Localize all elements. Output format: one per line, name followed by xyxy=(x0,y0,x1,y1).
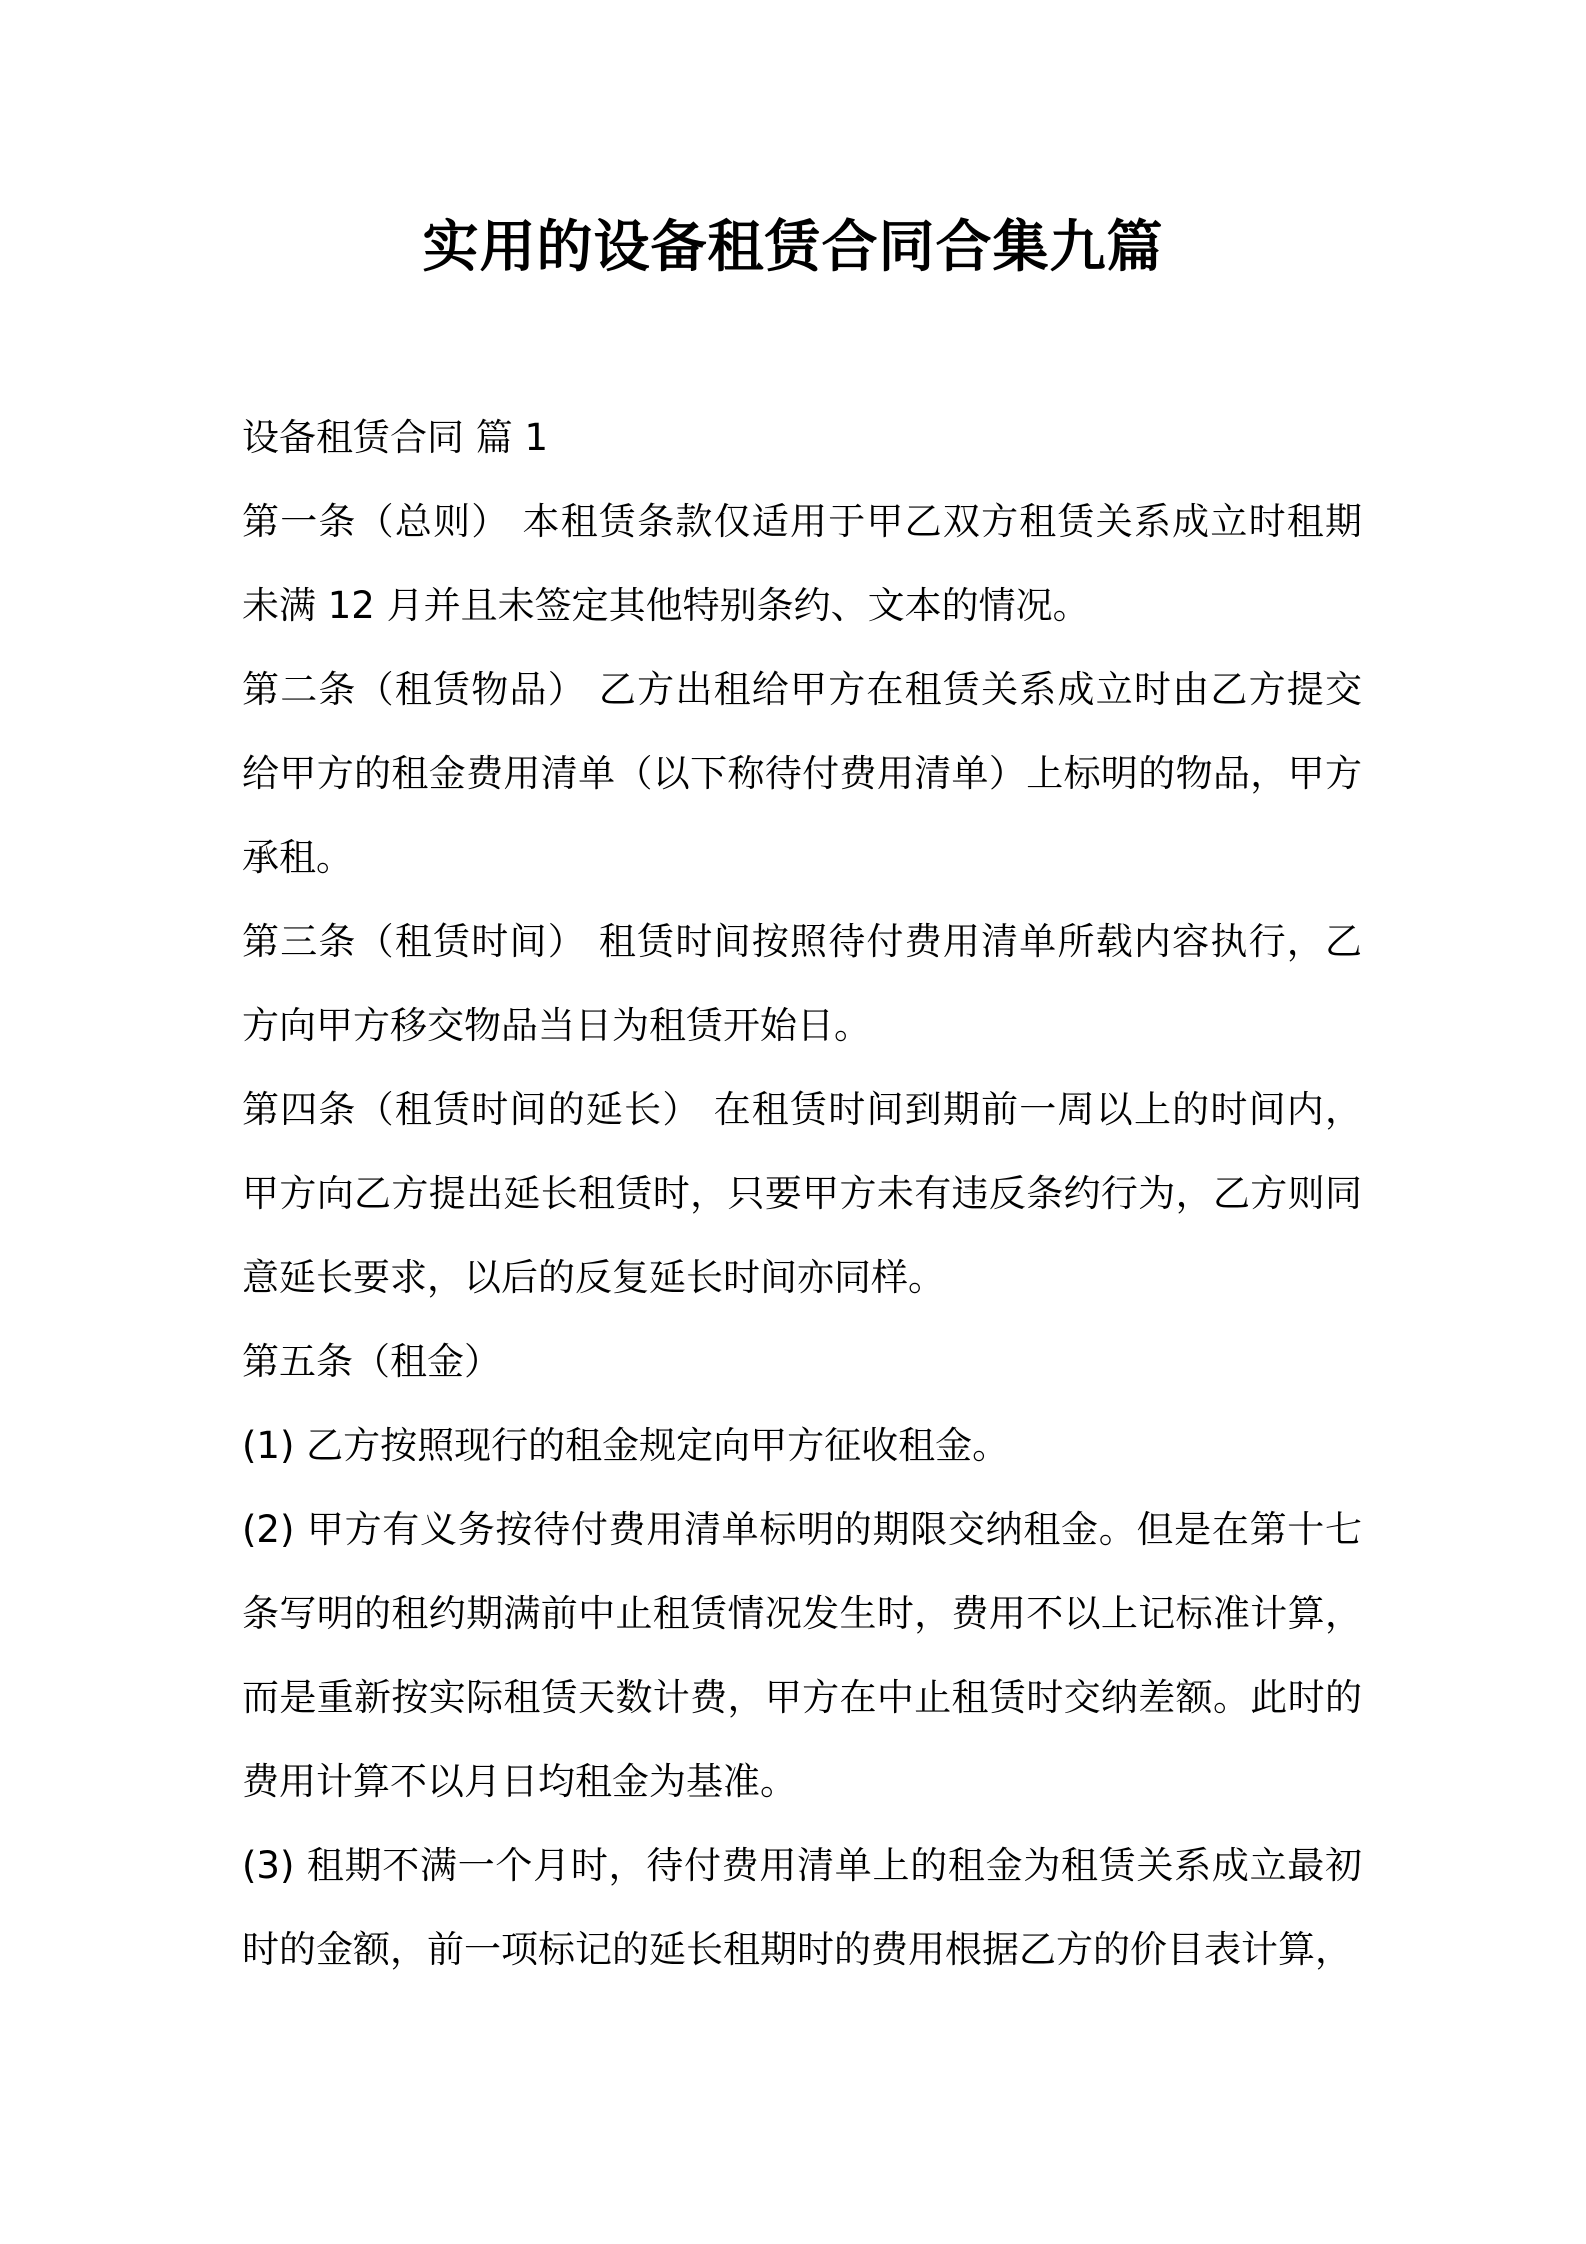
article-5-heading: 第五条（租金） xyxy=(242,1340,501,1383)
article-1-heading: 第一条（总则） xyxy=(242,500,510,543)
article-1-text: 本租赁条款仅适用于甲乙双方租赁关系成立时租期未满 12 月并且未签定其他特别条约、文本的情况。 xyxy=(242,500,1363,627)
article-3-text: 租赁时间按照待付费用清单所载内容执行，乙方向甲方移交物品当日为租赁开始日。 xyxy=(242,920,1363,1047)
article-2-text: 乙方出租给甲方在租赁关系成立时由乙方提交给甲方的租金费用清单（以下称待付费用清单）上标明的物品，甲方承租。 xyxy=(242,668,1363,879)
article-5-clause-1: (1) 乙方按照现行的租金规定向甲方征收租金。 xyxy=(242,1424,1010,1467)
article-4 xyxy=(242,1068,1362,1320)
document-title: 实用的设备租赁合同合集九篇 xyxy=(422,215,1164,280)
article-4-heading: 第四条（租赁时间的延长） xyxy=(242,1088,701,1131)
article-4-text: 在租赁时间到期前一周以上的时间内，甲方向乙方提出延长租赁时，只要甲方未有违反条约行为，乙方则同意延长要求，以后的反复延长时间亦同样。 xyxy=(242,1088,1363,1299)
article-1 xyxy=(242,480,1362,648)
article-2 xyxy=(242,648,1362,900)
article-2-heading: 第二条（租赁物品） xyxy=(242,668,586,711)
article-3 xyxy=(242,900,1362,1068)
section-heading: 设备租赁合同 篇 1 xyxy=(242,416,549,459)
document-body xyxy=(242,396,1362,1992)
article-3-heading: 第三条（租赁时间） xyxy=(242,920,586,963)
article-5-clause-2: (2) 甲方有义务按待付费用清单标明的期限交纳租金。但是在第十七条写明的租约期满前中止租赁情况发生时，费用不以上记标准计算，而是重新按实际租赁天数计费，甲方在中止租赁时交纳差额。此时的费用计算不以月日均租金为基准。 xyxy=(242,1508,1362,1803)
article-5-clause-3: (3) 租期不满一个月时，待付费用清单上的租金为租赁关系成立最初时的金额，前一项标记的延长租期时的费用根据乙方的价目表计算， xyxy=(242,1844,1362,1971)
